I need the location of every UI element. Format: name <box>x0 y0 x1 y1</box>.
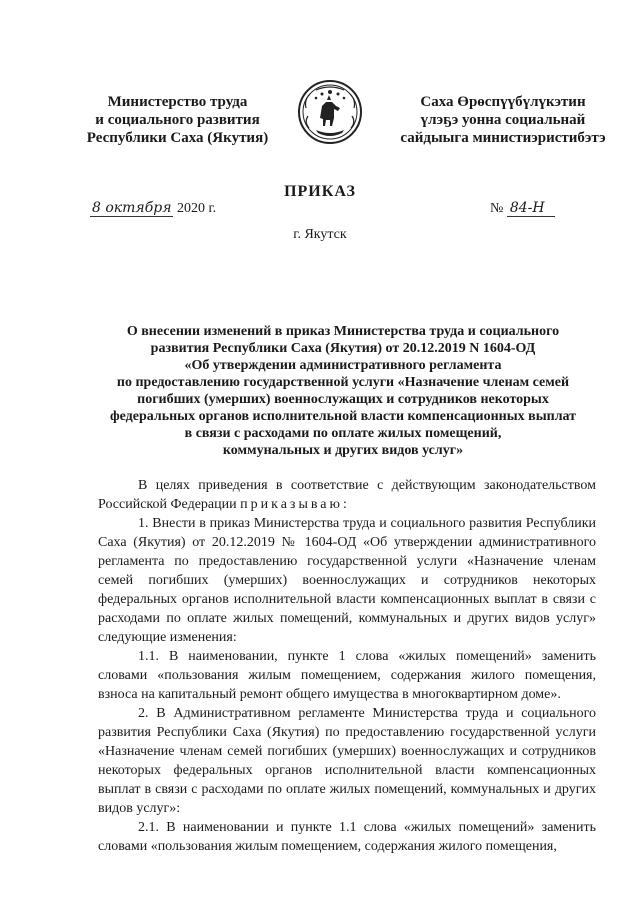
preamble-end: : <box>342 497 347 512</box>
ministry-name-line: Министерство труда <box>107 94 248 110</box>
order-verb: приказываю <box>240 497 343 512</box>
ministry-name-line: сайдыыга министиэристибэтэ <box>400 130 606 146</box>
number-label: № <box>490 201 504 216</box>
order-year: 2020 г. <box>176 201 217 216</box>
coat-of-arms-emblem-icon <box>296 78 364 146</box>
order-body <box>98 476 596 856</box>
ministry-name-line: и социального развития <box>95 112 260 128</box>
subject-line: погибших (умерших) военнослужащих и сотрудников некоторых <box>137 392 549 407</box>
order-date <box>90 200 216 217</box>
handwritten-number: 84-Н <box>507 200 555 217</box>
subject-line: по предоставлению государственной услуги «Назначение членам семей <box>116 375 570 390</box>
ministry-name-line: үлэҕэ уонна социальнай <box>420 112 586 128</box>
ministry-name-line: Республики Саха (Якутия) <box>86 130 269 146</box>
subject-line: «Об утверждении административного регламента <box>184 358 502 373</box>
preamble-paragraph <box>98 476 596 514</box>
clause-2-1: 2.1. В наименовании и пункте 1.1 слова «жилых помещений» заменить словами «пользования жилым помещением, содержания жилого помещения, <box>98 820 596 854</box>
subject-line: О внесении изменений в приказ Министерства труда и социального <box>126 324 560 339</box>
order-number <box>490 200 555 217</box>
document-title: ПРИКАЗ <box>284 183 356 200</box>
subject-line: в связи с расходами по оплате жилых помещений, <box>184 426 502 441</box>
order-subject <box>88 323 598 459</box>
clause-2: 2. В Административном регламенте Министерства труда и социального развития Республики Саха (Якутия) по предоставлению государственной услуги «Назначение членам семей погибших (умерших) военнослужащих и сотрудников некоторых федеральных органов исполнительной власти компенсационных выплат в связи с расходами по оплате жилых помещений, коммунальных и других видов услуг»: <box>98 706 596 816</box>
clause-1-1: 1.1. В наименовании, пункте 1 слова «жилых помещений» заменить словами «пользования жилым помещением, содержания жилого помещения, взноса на капитальный ремонт общего имущества в многоквартирном доме». <box>98 649 596 702</box>
city-name: г. Якутск <box>293 227 347 242</box>
ministry-name-russian <box>60 93 295 147</box>
preamble-text: В целях приведения в соответствие с действующим законодательством Российской Федерации <box>98 478 596 512</box>
subject-line: развития Республики Саха (Якутия) от 20.12.2019 N 1604-ОД <box>150 341 536 356</box>
ministry-name-yakut <box>388 93 618 147</box>
ministry-name-line: Саха Өрөспүүбүлүкэтин <box>420 94 586 110</box>
subject-line: федеральных органов исполнительной власти компенсационных выплат <box>109 409 577 424</box>
clause-1: 1. Внести в приказ Министерства труда и социального развития Республики Саха (Якутия) от 20.12.2019 № 1604-ОД «Об утверждении административного регламента по предоставлению государственной услуги «Назначение членам семей погибших (умерших) военнослужащих и сотрудников некоторых федеральных органов исполнительной власти компенсационных выплат в связи с расходами по оплате жилых помещений, коммунальных и других видов услуг» следующие изменения: <box>98 516 596 645</box>
subject-line: коммунальных и других видов услуг» <box>222 443 464 458</box>
handwritten-date: 8 октября <box>92 200 172 216</box>
